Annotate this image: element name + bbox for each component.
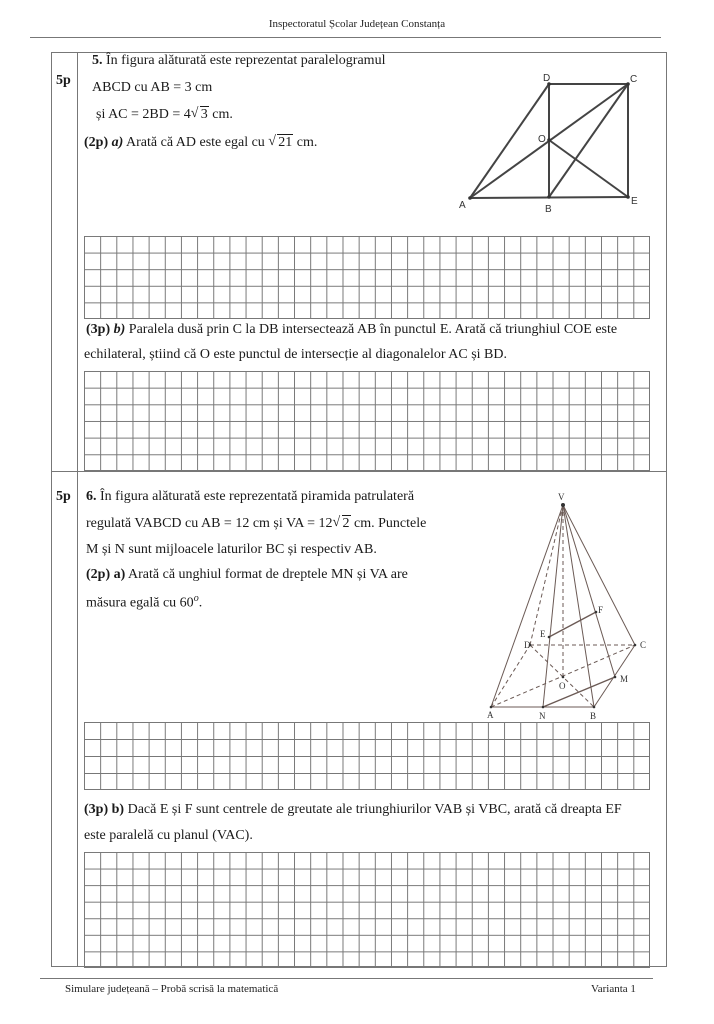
problem-6-part-a-line1 xyxy=(86,567,408,583)
part-a-line2-suffix: . xyxy=(198,595,203,611)
footer-left: Simulare județeană – Probă scrisă la matematică xyxy=(65,983,279,995)
pyramid-figure xyxy=(470,485,670,725)
part-b-text: Dacă E și F sunt centrele de greutate ale triunghiurilor VAB și VBC, arată că dreapta EF xyxy=(127,802,622,817)
label-V: V xyxy=(558,492,565,502)
label-B: B xyxy=(590,711,597,721)
part-a-line2-prefix: măsura egală cu 60 xyxy=(86,595,194,611)
answer-grid-6b[interactable] xyxy=(84,852,650,968)
answer-grid-6a[interactable] xyxy=(84,722,650,790)
problem-6-line2 xyxy=(86,516,426,532)
edge-VA xyxy=(491,505,563,707)
edge-VN xyxy=(543,505,563,707)
label-C: C xyxy=(640,640,647,650)
points-column-divider xyxy=(77,52,78,967)
part-b-points: (3p) xyxy=(86,322,111,337)
part-a-label: a) xyxy=(113,567,126,582)
problem-5-part-b-line2: echilateral, știind că O este punctul de intersecție al diagonalelor AC și BD. xyxy=(84,347,507,362)
problem-5-line1 xyxy=(92,53,385,69)
problem-6-line2-suffix: cm. Punctele xyxy=(350,516,427,531)
radicand: 3 xyxy=(200,107,208,122)
problem-5-part-b-line1 xyxy=(86,322,617,338)
label-N: N xyxy=(539,711,546,721)
problem-6-line3: M și N sunt mijloacele laturilor BC și respectiv AB. xyxy=(86,542,377,557)
edge-VD xyxy=(530,505,563,645)
label-E: E xyxy=(631,196,638,207)
problem-6-line2-prefix: regulată VABCD cu AB = 12 cm și VA = 12 xyxy=(86,516,333,531)
part-a-points: (2p) xyxy=(86,567,111,582)
problem-6-line1 xyxy=(86,489,414,505)
label-C: C xyxy=(630,74,638,85)
part-b-text: Paralela dusă prin C la DB intersectează AB în punctul E. Arată că triunghiul COE este xyxy=(128,322,618,337)
problem-5-statement-line1: În figura alăturată este reprezentat paralelogramul xyxy=(106,53,386,68)
sqrt-symbol xyxy=(191,107,209,123)
part-b-label: b) xyxy=(111,802,125,817)
problem-5-line2: ABCD cu AB = 3 cm xyxy=(92,80,213,95)
segment-OE xyxy=(549,140,628,197)
label-O: O xyxy=(538,134,546,145)
part-a-text: Arată că unghiul format de dreptele MN și VA are xyxy=(128,567,408,582)
problem-6-statement-line1: În figura alăturată este reprezentată piramida patrulateră xyxy=(100,489,415,504)
part-a-points: (2p) xyxy=(84,135,109,150)
label-M: M xyxy=(620,674,629,684)
radicand: 2 xyxy=(342,516,350,531)
label-D: D xyxy=(543,73,551,84)
footer-right: Varianta 1 xyxy=(591,983,636,995)
problem-6-part-b-line2: este paralelă cu planul (VAC). xyxy=(84,828,253,843)
header-divider xyxy=(30,37,661,38)
problem-5-line3-suffix: cm. xyxy=(208,107,233,122)
label-E: E xyxy=(540,629,546,639)
problem-6-part-b-line1 xyxy=(84,802,622,818)
row-divider xyxy=(51,471,667,472)
label-F: F xyxy=(598,605,604,615)
problem-5-line3-prefix: și AC = 2BD = 4 xyxy=(96,107,191,122)
label-A: A xyxy=(487,710,494,720)
degree-superscript: o xyxy=(193,593,199,604)
label-B: B xyxy=(545,204,552,215)
label-A: A xyxy=(459,200,466,211)
footer-divider xyxy=(40,978,653,979)
part-a-suffix: cm. xyxy=(293,135,318,150)
diag-DB xyxy=(530,645,594,707)
sqrt-symbol xyxy=(333,516,351,532)
part-b-label: b) xyxy=(113,322,126,337)
part-a-label: a) xyxy=(111,135,124,150)
problem-6-points: 5p xyxy=(56,489,71,504)
problem-6-part-a-line2 xyxy=(86,593,202,612)
problem-5-part-a xyxy=(84,135,317,151)
problem-5-points: 5p xyxy=(56,73,71,88)
page-header-title: Inspectoratul Școlar Județean Constanța xyxy=(268,18,446,30)
segment-EF xyxy=(549,612,596,637)
part-a-text: Arată că AD este egal cu xyxy=(126,135,269,150)
segment-BC xyxy=(549,84,628,197)
problem-6-number: 6. xyxy=(86,489,97,504)
problem-5-number: 5. xyxy=(92,53,103,68)
answer-grid-5b[interactable] xyxy=(84,371,650,471)
parallelogram-figure xyxy=(450,60,660,220)
problem-5-line3 xyxy=(96,107,233,123)
part-b-points: (3p) xyxy=(84,802,109,817)
answer-grid-5a[interactable] xyxy=(84,236,650,319)
label-D: D xyxy=(524,640,531,650)
edge-AD xyxy=(491,645,530,707)
radicand: 21 xyxy=(278,135,293,150)
sqrt-symbol xyxy=(268,135,293,151)
label-O: O xyxy=(559,681,566,691)
